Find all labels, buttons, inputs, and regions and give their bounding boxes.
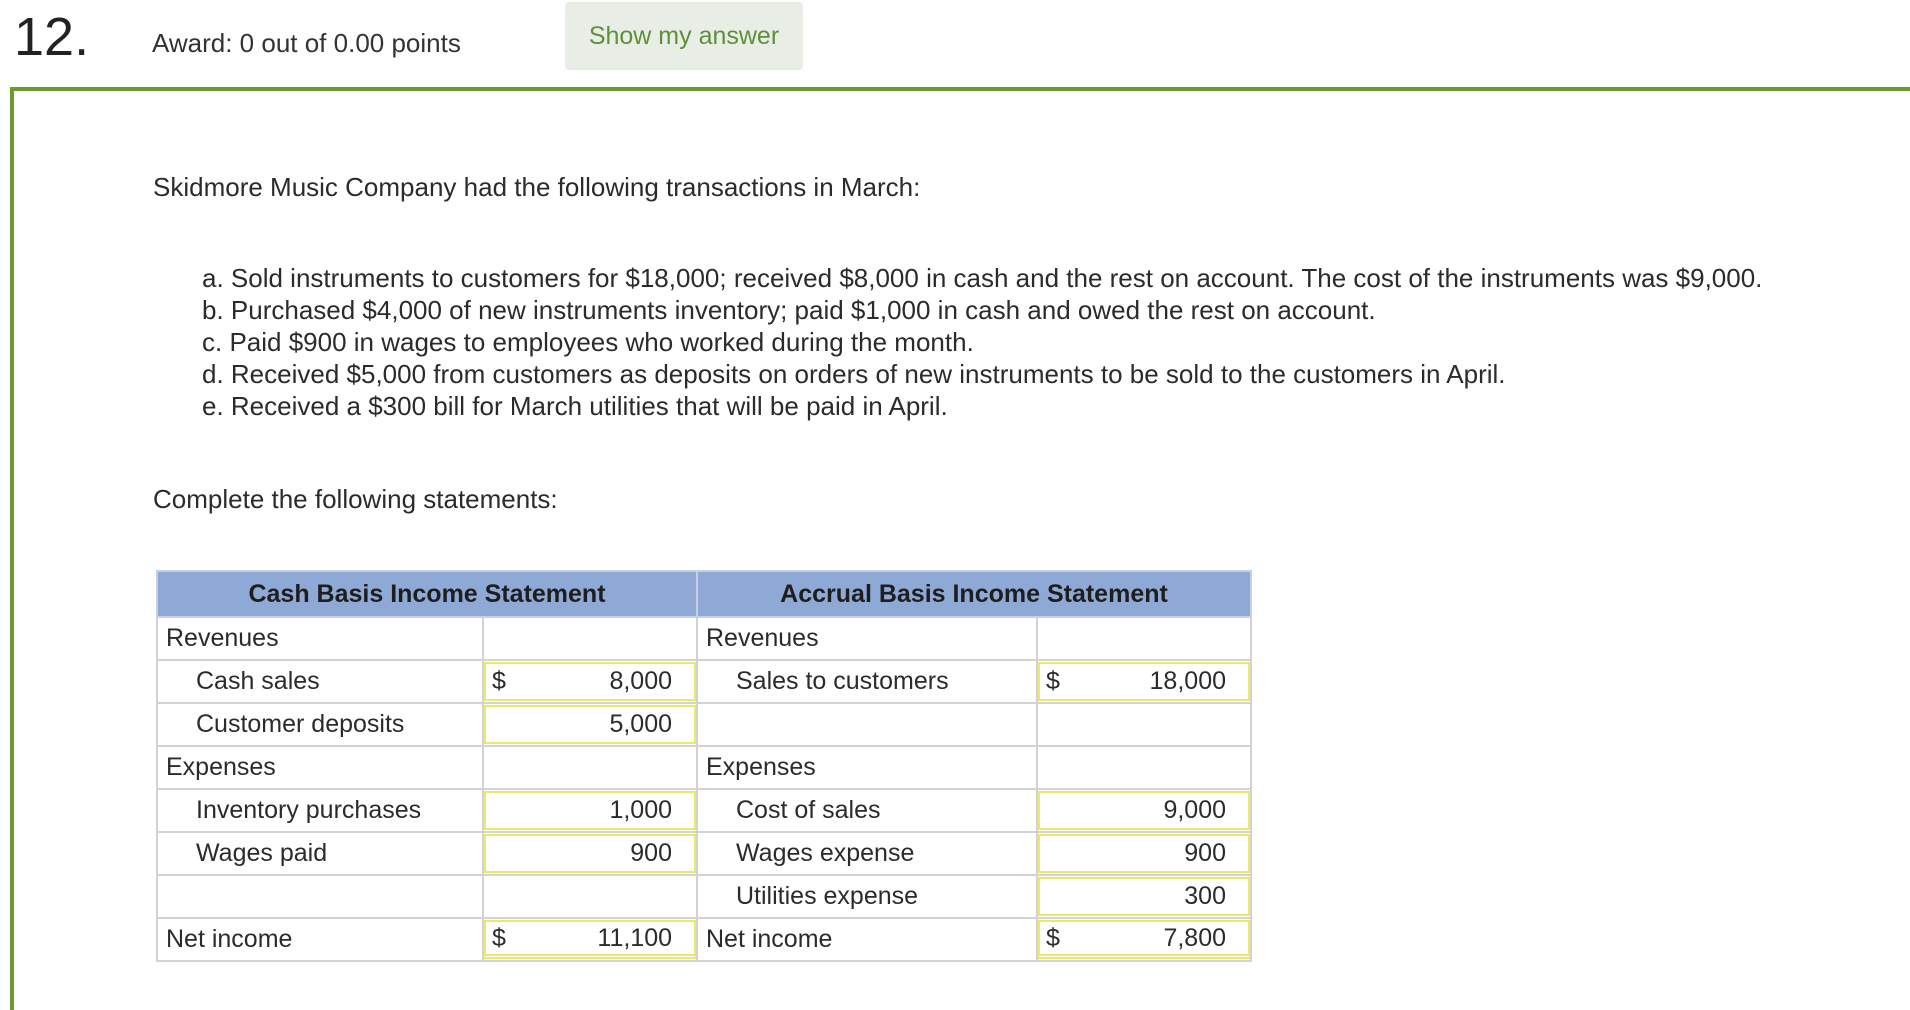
empty-cell [1037,703,1251,746]
cash-sales-input[interactable] [484,662,696,701]
inventory-purchases-cell [483,789,697,832]
transaction-list [202,262,1762,422]
award-text: Award: 0 out of 0.00 points [152,28,461,58]
table-row [157,746,1251,789]
wages-paid-input[interactable] [484,834,696,873]
sales-to-customers-cell [1037,660,1251,703]
accrual-net-income-cell [1037,918,1251,961]
wages-expense-value: 900 [1184,839,1226,867]
problem-intro: Skidmore Music Company had the following transactions in March: [153,172,921,202]
sales-to-customers-value: 18,000 [1149,667,1226,695]
question-number: 12. [14,7,90,67]
accrual-revenues-label: Revenues [697,617,1037,660]
wages-paid-cell [483,832,697,875]
cash-net-income-value: 11,100 [597,923,672,952]
customer-deposits-input[interactable] [484,705,696,744]
dollar-sign: $ [1046,923,1060,952]
sales-to-customers-input[interactable] [1038,662,1250,701]
sales-to-customers-label: Sales to customers [697,660,1037,703]
accrual-expenses-label: Expenses [697,746,1037,789]
cash-expenses-label: Expenses [157,746,483,789]
wages-paid-label: Wages paid [157,832,483,875]
empty-cell [1037,746,1251,789]
table-row [157,918,1251,961]
cash-net-income-input[interactable] [484,920,696,959]
dollar-sign: $ [492,923,506,952]
dollar-sign: $ [492,667,506,695]
inventory-purchases-input[interactable] [484,791,696,830]
cost-of-sales-cell [1037,789,1251,832]
table-row [157,703,1251,746]
transaction-e: e. Received a $300 bill for March utilities that will be paid in April. [202,391,948,421]
utilities-expense-label: Utilities expense [697,875,1037,918]
cash-sales-value: 8,000 [609,667,672,695]
cash-net-income-label: Net income [157,918,483,961]
income-statements-table [156,570,1252,962]
cost-of-sales-value: 9,000 [1163,796,1226,824]
cash-sales-cell [483,660,697,703]
show-answer-button[interactable]: Show my answer [565,2,803,70]
accrual-net-income-value: 7,800 [1163,923,1226,952]
wages-expense-cell [1037,832,1251,875]
cash-basis-title: Cash Basis Income Statement [157,571,697,617]
inventory-purchases-label: Inventory purchases [157,789,483,832]
utilities-expense-input[interactable] [1038,877,1250,916]
table-row [157,660,1251,703]
empty-cell [483,617,697,660]
table-row [157,875,1251,918]
cash-sales-label: Cash sales [157,660,483,703]
empty-cell [483,746,697,789]
transaction-c: c. Paid $900 in wages to employees who worked during the month. [202,327,974,357]
utilities-expense-cell [1037,875,1251,918]
table-row [157,789,1251,832]
accrual-net-income-label: Net income [697,918,1037,961]
cost-of-sales-input[interactable] [1038,791,1250,830]
empty-cell [697,703,1037,746]
transaction-b: b. Purchased $4,000 of new instruments inventory; paid $1,000 in cash and owed the rest on account. [202,295,1376,325]
accrual-net-income-input[interactable] [1038,920,1250,959]
table-row [157,832,1251,875]
utilities-expense-value: 300 [1184,882,1226,910]
dollar-sign: $ [1046,667,1060,695]
wages-expense-label: Wages expense [697,832,1037,875]
wages-paid-value: 900 [630,839,672,867]
header-row [157,571,1251,617]
empty-cell [483,875,697,918]
empty-cell [1037,617,1251,660]
instruction: Complete the following statements: [153,484,558,514]
customer-deposits-label: Customer deposits [157,703,483,746]
inventory-purchases-value: 1,000 [609,796,672,824]
table-row [157,617,1251,660]
transaction-d: d. Received $5,000 from customers as deposits on orders of new instruments to be sold to the customers in April. [202,359,1506,389]
cash-net-income-cell [483,918,697,961]
cash-revenues-label: Revenues [157,617,483,660]
accrual-basis-title: Accrual Basis Income Statement [697,571,1251,617]
cost-of-sales-label: Cost of sales [697,789,1037,832]
transaction-a: a. Sold instruments to customers for $18,000; received $8,000 in cash and the rest on account. The cost of the instruments was $9,000. [202,263,1763,293]
empty-cell [157,875,483,918]
wages-expense-input[interactable] [1038,834,1250,873]
customer-deposits-value: 5,000 [609,710,672,738]
customer-deposits-cell [483,703,697,746]
